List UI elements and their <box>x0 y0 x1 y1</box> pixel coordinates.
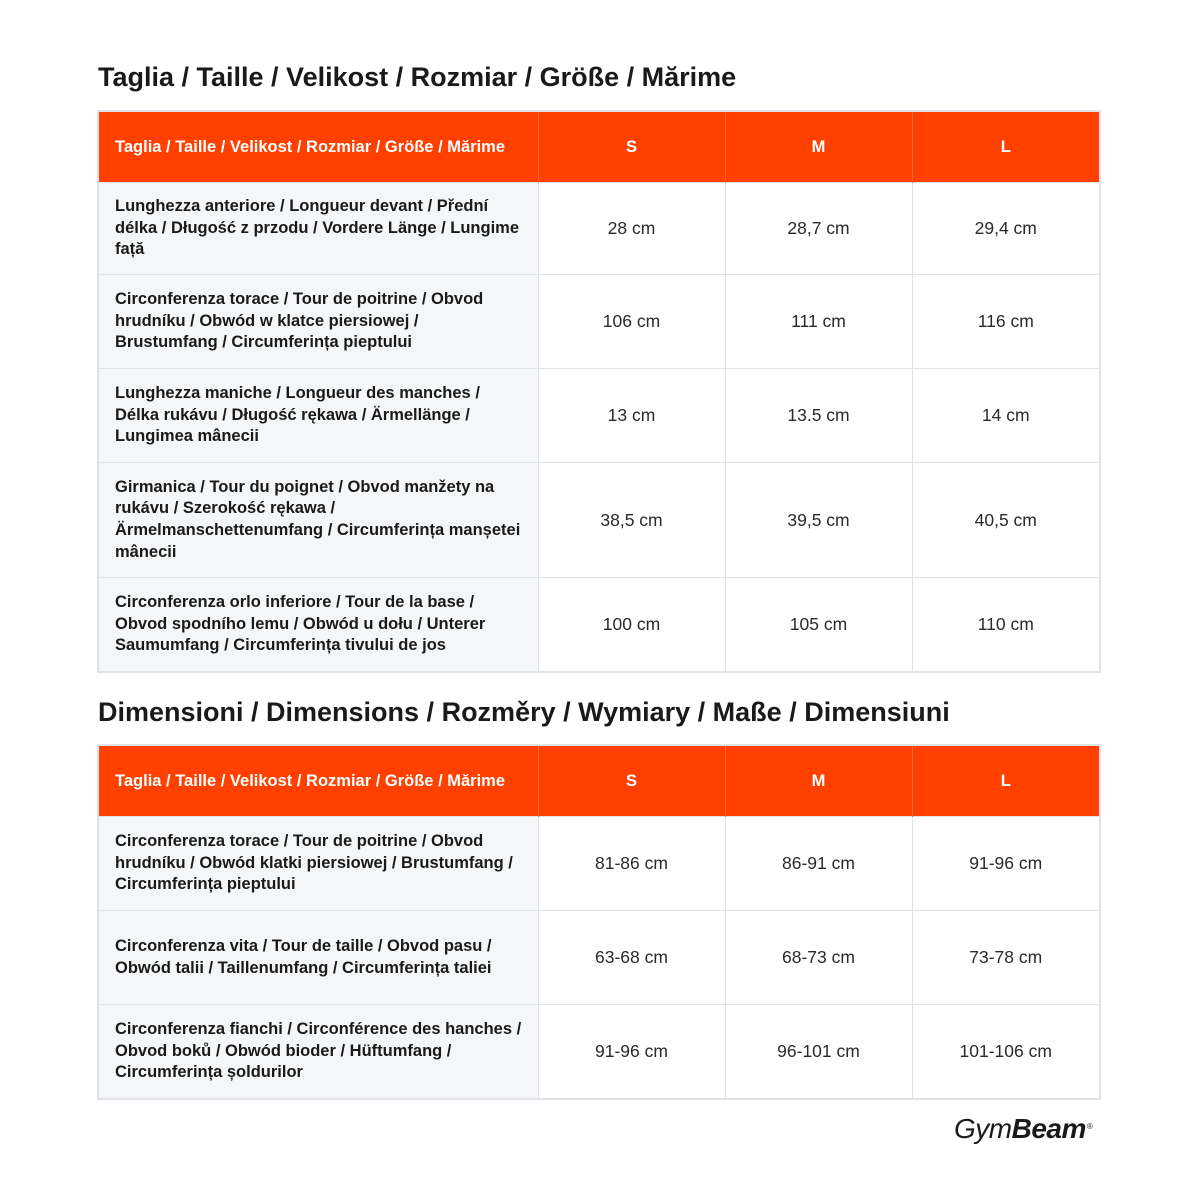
registered-mark: ® <box>1086 1122 1093 1131</box>
size-l-value: 101-106 cm <box>912 1005 1100 1100</box>
size-l-value: 116 cm <box>912 275 1100 369</box>
size-column-header: Taglia / Taille / Velikost / Rozmiar / Größe / Mărime <box>98 111 538 183</box>
row-label: Lunghezza maniche / Longueur des manches / Délka rukávu / Długość rękawa / Ärmellänge / Lungimea mânecii <box>98 369 538 463</box>
table-row <box>98 183 1100 275</box>
size-m-value: 111 cm <box>725 275 912 369</box>
size-s-header: S <box>538 111 725 183</box>
logo-text-beam: Beam <box>1011 1113 1086 1144</box>
table-row <box>98 275 1100 369</box>
size-l-header: L <box>912 111 1100 183</box>
size-s-value: 100 cm <box>538 578 725 673</box>
row-label: Lunghezza anteriore / Longueur devant / Přední délka / Długość z przodu / Vordere Länge / Lungime față <box>98 183 538 275</box>
dimensions-section-title: Dimensioni / Dimensions / Rozměry / Wymiary / Maße / Dimensiuni <box>98 697 950 727</box>
size-l-value: 40,5 cm <box>912 463 1100 578</box>
table-row <box>98 578 1100 673</box>
table-row <box>98 463 1100 578</box>
size-s-value: 81-86 cm <box>538 817 725 911</box>
row-label: Circonferenza fianchi / Circonférence des hanches / Obvod boků / Obwód bioder / Hüftumfang / Circumferința șoldurilor <box>98 1005 538 1100</box>
row-label: Circonferenza torace / Tour de poitrine / Obvod hrudníku / Obwód w klatce piersiowej / Brustumfang / Circumferința pieptului <box>98 275 538 369</box>
table-row <box>98 911 1100 1005</box>
size-l-header: L <box>912 745 1100 817</box>
size-s-value: 63-68 cm <box>538 911 725 1005</box>
size-m-value: 39,5 cm <box>725 463 912 578</box>
size-l-value: 91-96 cm <box>912 817 1100 911</box>
size-s-value: 13 cm <box>538 369 725 463</box>
size-column-header: Taglia / Taille / Velikost / Rozmiar / Größe / Mărime <box>98 745 538 817</box>
gymbeam-logo <box>954 1112 1092 1146</box>
logo-text-gym: Gym <box>954 1113 1012 1144</box>
size-m-value: 86-91 cm <box>725 817 912 911</box>
size-l-value: 14 cm <box>912 369 1100 463</box>
table-row <box>98 817 1100 911</box>
size-s-value: 106 cm <box>538 275 725 369</box>
size-m-value: 105 cm <box>725 578 912 673</box>
size-s-value: 28 cm <box>538 183 725 275</box>
size-s-header: S <box>538 745 725 817</box>
row-label: Circonferenza orlo inferiore / Tour de la base / Obvod spodního lemu / Obwód u dołu / Unterer Saumumfang / Circumferința tivului de jos <box>98 578 538 673</box>
row-label: Girmanica / Tour du poignet / Obvod manžety na rukávu / Szerokość rękawa / Ärmelmanschettenumfang / Circumferința manșetei mânecii <box>98 463 538 578</box>
row-label: Circonferenza vita / Tour de taille / Obvod pasu / Obwód talii / Taillenumfang / Circumferința taliei <box>98 911 538 1005</box>
table-row <box>98 369 1100 463</box>
table-header-row <box>98 111 1100 183</box>
size-s-value: 38,5 cm <box>538 463 725 578</box>
size-m-header: M <box>725 745 912 817</box>
size-m-value: 28,7 cm <box>725 183 912 275</box>
size-s-value: 91-96 cm <box>538 1005 725 1100</box>
size-m-value: 68-73 cm <box>725 911 912 1005</box>
size-l-value: 29,4 cm <box>912 183 1100 275</box>
size-m-value: 13.5 cm <box>725 369 912 463</box>
size-l-value: 110 cm <box>912 578 1100 673</box>
size-m-header: M <box>725 111 912 183</box>
size-section-title: Taglia / Taille / Velikost / Rozmiar / Größe / Mărime <box>98 62 737 92</box>
row-label: Circonferenza torace / Tour de poitrine / Obvod hrudníku / Obwód klatki piersiowej / Brustumfang / Circumferința pieptului <box>98 817 538 911</box>
table-header-row <box>98 745 1100 817</box>
size-table <box>97 110 1101 673</box>
size-m-value: 96-101 cm <box>725 1005 912 1100</box>
table-row <box>98 1005 1100 1100</box>
dimensions-table <box>97 744 1101 1100</box>
size-l-value: 73-78 cm <box>912 911 1100 1005</box>
